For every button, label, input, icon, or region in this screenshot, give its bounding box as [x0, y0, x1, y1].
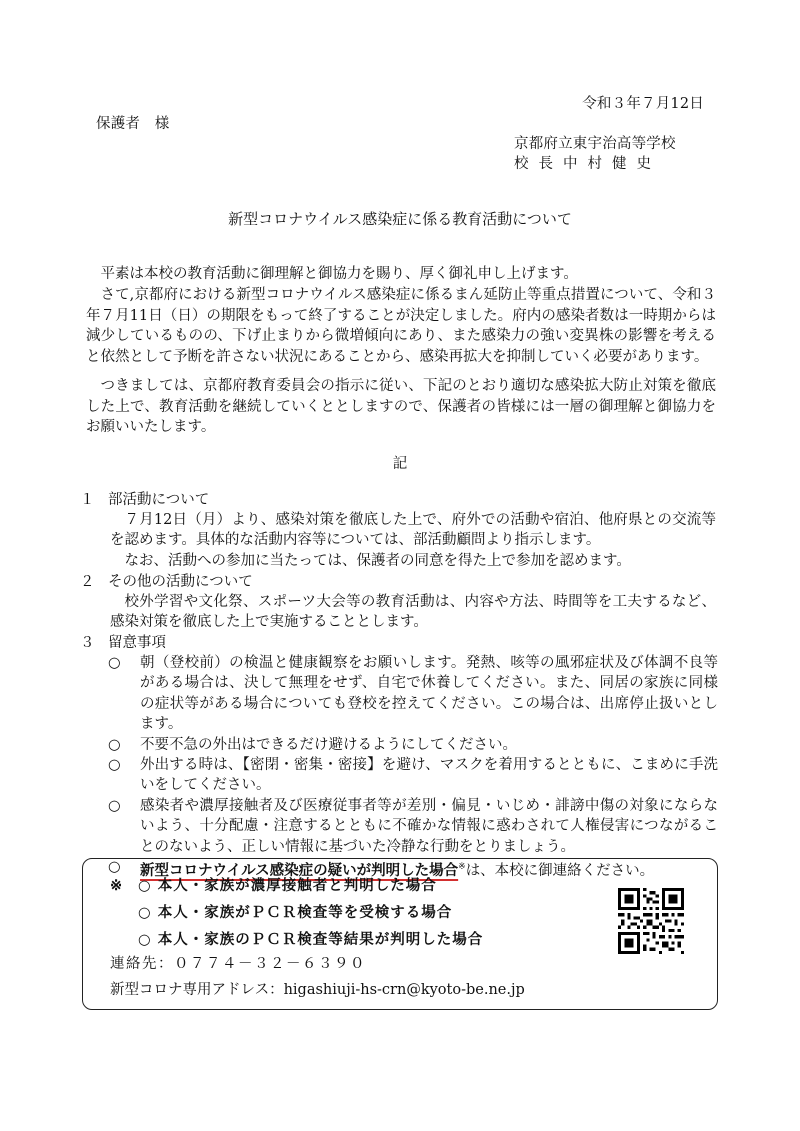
- footnote-mark: ※: [458, 862, 466, 873]
- note-text: は、本校に御連絡ください。: [465, 862, 655, 879]
- list-item: [108, 653, 718, 735]
- section-number: １: [80, 492, 95, 508]
- note-text: 感染者や濃厚接触者及び医療従事者等が差別・偏見・いじめ・誹謗中傷の対象にならないよう、十分配慮・注意するとともに不確かな情報に惑わされて人権侵害につながることのないよう、正しい情報に基づいた冷静な行動をとりましょう。: [140, 797, 718, 855]
- issue-date: 令和３年７月12日: [582, 96, 704, 112]
- greeting-paragraph: 平素は本校の教育活動に御理解と御協力を賜り、厚く御礼申し上げます。: [100, 266, 578, 282]
- section-title: 部活動について: [108, 492, 210, 508]
- precaution-list: [108, 653, 718, 881]
- condition-pcr-result: ○ 本人・家族のＰＣＲ検査等結果が判明した場合: [138, 932, 484, 948]
- circle-bullet: ○: [108, 655, 121, 671]
- section-body: 校外学習や文化祭、スポーツ大会等の教育活動は、内容や方法、時間等を工夫するなど、感染対策を徹底した上で実施することとします。: [110, 594, 716, 631]
- list-item: [108, 755, 718, 796]
- section-number: ３: [80, 635, 95, 651]
- list-item: [108, 796, 718, 857]
- circle-bullet: ○: [108, 757, 121, 774]
- principal-name: 校長中村健史: [514, 156, 661, 172]
- highlighted-condition: 新型コロナウイルス感染症の疑いが判明した場合: [140, 861, 459, 879]
- circle-bullet: ○: [108, 736, 121, 753]
- section-title: その他の活動について: [108, 574, 253, 590]
- section-title: 留意事項: [108, 635, 166, 651]
- addressee: 保護者 様: [96, 116, 170, 132]
- circle-bullet: ○: [108, 859, 121, 876]
- contact-email[interactable]: 新型コロナ専用アドレス：higashiuji-hs-crn@kyoto-be.ne.jp: [110, 982, 525, 998]
- section-body: ７月12日（月）より、感染対策を徹底した上で、府外での活動や宿泊、他府県との交流等を認めます。具体的な活動内容等については、部活動顧問より指示します。: [110, 512, 716, 549]
- note-text: 朝（登校前）の検温と健康観察をお願いします。発熱、咳等の風邪症状及び体調不良等がある場合は、決して無理をせず、自宅で休養してください。また、同居の家族に同様の症状等がある場合についても登校を控えてください。この場合は、出席停止扱いとします。: [140, 655, 718, 733]
- list-item: [108, 735, 718, 755]
- qr-code-icon[interactable]: [618, 888, 684, 954]
- document-title: 新型コロナウイルス感染症に係る教育活動について: [228, 210, 572, 228]
- condition-pcr-test: ○ 本人・家族がＰＣＲ検査等を受検する場合: [138, 905, 453, 921]
- footnote-asterisk: ※: [110, 877, 123, 894]
- section-number: ２: [80, 574, 95, 590]
- situation-paragraph: さて,京都府における新型コロナウイルス感染症に係るまん延防止等重点措置について、令和３年７月11日（日）の期限をもって終了することが決定しました。府内の感染者数は一時期からは減少しているものの、下げ止まりから微増傾向にあり、また感染力の強い変異株の影響を考えると依然として予断を許さない状況にあることから、感染再拡大を抑制していく必要があります。: [86, 287, 716, 365]
- school-name: 京都府立東宇治高等学校: [514, 136, 676, 152]
- ki-heading: 記: [392, 456, 408, 472]
- circle-bullet: ○: [108, 797, 121, 814]
- condition-close-contact: ○ 本人・家族が濃厚接触者と判明した場合: [138, 878, 437, 894]
- note-text: 不要不急の外出はできるだけ避けるようにしてください。: [140, 736, 517, 753]
- note-text: 外出する時は、【密閉・密集・密接】を避け、マスクを着用するとともに、こまめに手洗いをしてください。: [140, 757, 718, 794]
- request-paragraph: つきましては、京都府教育委員会の指示に従い、下記のとおり適切な感染拡大防止対策を徹底した上で、教育活動を継続していくととしますので、保護者の皆様には一層の御理解と御協力をお願いいたします。: [86, 378, 716, 436]
- section-body-note: なお、活動への参加に当たっては、保護者の同意を得た上で参加を認めます。: [124, 553, 631, 569]
- contact-phone: 連絡先：０７７４－３２－６３９０: [110, 956, 366, 972]
